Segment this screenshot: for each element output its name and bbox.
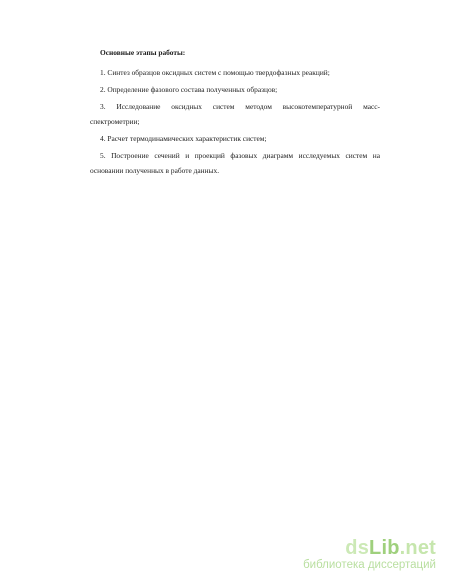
logo-lib: Lib: [369, 536, 400, 559]
list-item-4: 4. Расчет термодинамических характеристик систем;: [100, 134, 267, 143]
list-item-3-line-2: спектрометрии;: [90, 117, 140, 126]
list-item-5-line-2: основании полученных в работе данных.: [90, 166, 220, 175]
watermark-subtitle: библиотека диссертаций: [303, 558, 436, 571]
list-item-1: 1. Синтез образцов оксидных систем с помощью твердофазных реакций;: [100, 68, 330, 77]
list-item-3-line-1: 3. Исследование оксидных систем методом высокотемпературной масс-: [100, 102, 380, 111]
logo-ds: ds: [345, 536, 370, 559]
list-item-5-line-1: 5. Построение сечений и проекций фазовых диаграмм исследуемых систем на: [100, 151, 380, 160]
dslib-logo: [296, 538, 436, 558]
list-item-2: 2. Определение фазового состава полученных образцов;: [100, 85, 278, 94]
logo-net: .net: [399, 536, 436, 559]
dslib-watermark: [296, 538, 436, 572]
section-heading: Основные этапы работы:: [100, 48, 186, 57]
